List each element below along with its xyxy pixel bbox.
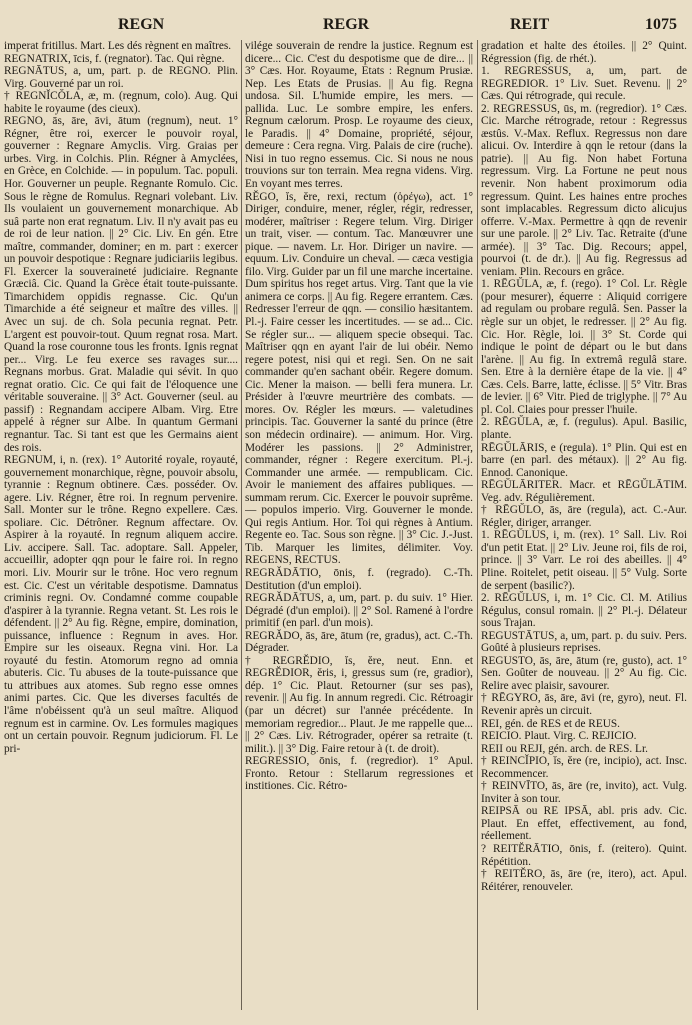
dictionary-entry: RĔGO, ĭs, ĕre, rexi, rectum (ὀρέγω), act. 1° Diriger, conduire, mener, régler, régir, redresser, modérer, maîtriser : Regere telum. Virg. Diriger un trait, viser. — contum. Tac. Manœuvrer une pique. — navem. Lr. Hor. Diriger un navire. — equum. Liv. Conduire un cheval. — cæca vestigia filo. Virg. Guider par un fil une marche incertaine. Dum spiritus hos reget artus. Virg. Tant que la vie animera ce corps. || Au fig. Regere errantem. Cæs. Redresser l'erreur de qqn. — consilio hæsitantem. Pl.-j. Faire cesser les incertitudes. — se ad... Cic. Se régler sur... — aliquem specie obsequi. Tac. Maîtriser qqn en ayant l'air de lui obéir. Nemo regere potest, nisi qui et regi. Sen. On ne sait commander qu'en sachant obéir. Regere domum. Cic. Mener la maison. — belli fera munera. Lr. Présider à l'œuvre meurtrière des combats. — mores. Ov. Régler les mœurs. — valetudines principis. Tac. Gouverner la santé du prince (être son médecin ordinaire). — animum. Hor. Virg. Modérer les passions. || 2° Administrer, commander, régner : Regere exercitum. Pl.-j. Commander une armée. — rempublicam. Cic. Avoir le maniement des affaires publiques. — summam rerum. Cic. Exercer le pouvoir suprême. — populos imperio. Virg. Gouverner le monde. Qui regis Antium. Hor. Toi qui règnes à Antium. Regente eo. Tac. Sous son règne. || 3° Cic. J.-Just. Tib. Marquer les limites, délimiter. Voy. REGENS, RECTUS. <box>245 190 473 567</box>
dictionary-entry: REGRESSIO, ōnis, f. (regredior). 1° Apul. Fronto. Retour : Stellarum regressiones et institiones. Cic. Rétro- <box>245 755 473 793</box>
dictionary-entry: † REITĔRO, ās, āre (re, itero), act. Apul. Réitérer, renouveler. <box>481 868 687 893</box>
dictionary-entry: REIPSĀ ou RE IPSĀ, abl. pris adv. Cic. Plaut. En effet, effectivement, au fond, réellement. <box>481 805 687 843</box>
header-center-guideword: REGR <box>323 16 370 33</box>
header-right-guideword: REIT <box>510 16 550 33</box>
page-number: 1075 <box>645 16 677 33</box>
dictionary-entry: † RĒGYRO, ās, āre, āvi (re, gyro), neut. Fl. Revenir après un circuit. <box>481 692 687 717</box>
dictionary-entry: 1. REGRESSUS, a, um, part. de REGREDIOR. 1° Liv. Suet. Revenu. || 2° Cæs. Qui rétrograde, qui recule. <box>481 65 687 103</box>
dictionary-entry: 2. RĒGŬLUS, i, m. 1° Cic. Cl. M. Atilius Régulus, consul romain. || 2° Pl.-j. Délateur sous Trajan. <box>481 592 687 630</box>
dictionary-entry: vilége souverain de rendre la justice. Regnum est dicere... Cic. C'est du despotisme que de dire... || 3° Cæs. Hor. Royaume, Etats : Regnum Prusiæ. Nep. Les Etats de Prusias. || Au fig. Regna undosa. Sil. L'humide empire, les mers. — pallida. Luc. Le sombre empire, les enfers. Regnum cælorum. Prosp. Le royaume des cieux, le Paradis. || 4° Domaine, propriété, séjour, demeure : Cera regna. Virg. Palais de cire (ruche). Nisi in tuo regno essemus. Cic. Si nous ne nous trouvions sur ton terrain. Mea regna videns. Virg. En voyant mes terres. <box>245 40 473 191</box>
dictionary-entry: REICIO. Plaut. Virg. C. REJICIO. <box>481 730 637 743</box>
column-rule <box>477 40 478 1010</box>
dictionary-entry: 1. RĒGŬLUS, i, m. (rex). 1° Sall. Liv. Roi d'un petit Etat. || 2° Liv. Jeune roi, fils de roi, prince. || 3° Varr. Le roi des abeilles. || 4° Pline. Roitelet, petit oiseau. || 5° Vulg. Sorte de serpent (basilic?). <box>481 529 687 592</box>
dictionary-entry: RĒGŬLĀRITER. Macr. et RĒGŬLĀTIM. Veg. adv. Régulièrement. <box>481 479 687 504</box>
dictionary-entry: RĒGŬLĀRIS, e (regula). 1° Plin. Qui est en barre (en parl. des métaux). || 2° Au fig. Ennod. Canonique. <box>481 441 687 479</box>
dictionary-entry: REGUSTO, ās, āre, ātum (re, gusto), act. 1° Sen. Goûter de nouveau. || 2° Au fig. Cic. Relire avec plaisir, savourer. <box>481 654 687 692</box>
column-center <box>245 40 473 1020</box>
dictionary-entry: REII ou REJI, gén. arch. de RES. Lr. <box>481 742 648 755</box>
dictionary-entry: † REGNĬCŎLA, æ, m. (regnum, colo). Aug. Qui habite le royaume (des cieux). <box>4 90 238 115</box>
dictionary-entry: ? REITĔRĀTIO, ōnis, f. (reitero). Quint. Répétition. <box>481 843 687 868</box>
dictionary-entry: † REGRĔDIO, ĭs, ĕre, neut. Enn. et REGRĔDIOR, ĕris, i, gressus sum (re, gradior), dép. 1° Cic. Plaut. Retourner (sur ses pas), revenir. || Au fig. In annum regredi. Cic. Rétroagir (par un décret) sur l'année précédente. In memoriam regredior... Plaut. Je me rappelle que... || 2° Cæs. Liv. Rétrograder, opérer sa retraite (t. milit.). || 3° Dig. Faire retour à (t. de droit). <box>245 654 473 755</box>
dictionary-entry: † REINCĬPIO, ĭs, ĕre (re, incipio), act. Insc. Recommencer. <box>481 755 687 780</box>
header-left-guideword: REGN <box>118 16 165 33</box>
column-rule <box>241 40 242 1010</box>
dictionary-entry: REGRĂDĀTUS, a, um, part. p. du suiv. 1° Hier. Dégradé (d'un emploi). || 2° Sol. Ramené à l'ordre primitif (en parl. d'un mois). <box>245 592 473 630</box>
dictionary-entry: REGNUM, i, n. (rex). 1° Autorité royale, royauté, gouvernement monarchique, règne, pouvoir absolu, tyrannie : Regnum obtinere. Cæs. posséder. Ov. agere. Liv. Régner, être roi. In regnum pervenire. Sall. Monter sur le trône. Regno expellere. Cæs. spoliare. Cic. Détrôner. Regnum affectare. Ov. Aspirer à la royauté. In regnum aliquem accire. Liv. accipere. Sall. Tac. adoptare. Sall. Appeler, accueillir, adopter qqn pour le faire roi. In regno mori. Liv. Mourir sur le trône. Hoc vero regnum est. Cic. C'est un véritable despotisme. Damnatus criminis regni. Ov. Condamné comme coupable d'aspirer à la tyrannie. Regna vetant. St. Les rois le défendent. || 2° Au fig. Règne, empire, domination, puissance, influence : Regnum in aves. Hor. Empire sur les oiseaux. Regna vini. Hor. La royauté du festin. Atomorum regno ad omnia abuteris. Cic. Tu abuses de la toute-puissance que tu attribues aux atomes. Sub regno esse omnes animi partes. Cic. Que les diverses facultés de l'âme n'obéissent qu'à un seul maître. Aliquod regnum est in carmine. Ov. Les formules magiques ont un certain pouvoir. Regnum judiciorum. Fl. Le pri- <box>4 454 238 755</box>
dictionary-entry: † RĒGŬLO, ās, āre (regula), act. C.-Aur. Régler, diriger, arranger. <box>481 504 687 529</box>
dictionary-entry: 2. RĒGŬLA, æ, f. (regulus). Apul. Basilic, plante. <box>481 416 687 441</box>
dictionary-entry: gradation et halte des étoiles. || 2° Quint. Régression (fig. de rhét.). <box>481 40 687 65</box>
dictionary-entry: REGRĂDĀTIO, ōnis, f. (regrado). C.-Th. Destitution (d'un emploi). <box>245 566 473 592</box>
dictionary-entry: REGNĀTUS, a, um, part. p. de REGNO. Plin. Virg. Gouverné par un roi. <box>4 65 238 90</box>
dictionary-entry: REGNO, ās, āre, āvi, ātum (regnum), neut. 1° Régner, être roi, exercer le pouvoir royal, gouverner : Regnare Amyclis. Virg. Graias per urbes. Virg. in Colchis. Plin. Régner à Amyclées, en Grèce, en Colchide. — in populum. Tac. populi. Hor. Gouverner un peuple. Regnante Romulo. Cic. Sous le règne de Romulus. Regnari volebant. Liv. Ils voulaient un gouvernement monarchique. Ab suâ parte non erat regnatum. Liv. Il n'y avait pas eu de roi de leur nation. || 2° Cic. Liv. En gén. Etre maître, commander, dominer; en m. part : exercer un pouvoir despotique : Regnare judiciariis legibus. Fl. Exercer la souveraineté judiciaire. Regnante Græciâ. Cic. Quand la Grèce était toute-puissante. Timarchidem oppidis regnasse. Cic. Qu'un Timarchide a été seigneur et maître des villes. || Avec un suj. de ch. Sola pecunia regnat. Petr. L'argent est pouvoir-tout. Quum regnat rosa. Mart. Quand la rose couronne tous les fronts. Ignis regnat per... Virg. Le feu exerce ses ravages sur.... Regnans morbus. Grat. Maladie qui sévit. In quo regnat oratio. Cic. Ce qui fait de l'éloquence une véritable souveraine. || 3° Act. Gouverner (seul. au passif) : Regnandam accipere Albam. Virg. Etre appelé à régner sur Albe. In quantum Germani regnantur. Tac. Si tant est que les Germains aient des rois. <box>4 115 238 454</box>
dictionary-entry: REGRĂDO, ās, āre, ātum (re, gradus), act. C.-Th. Dégrader. <box>245 629 473 655</box>
dictionary-entry: REI, gén. de RES et de REUS. <box>481 717 620 730</box>
dictionary-entry: imperat fritillus. Mart. Les dés règnent en maîtres. <box>4 40 232 52</box>
dictionary-entry: REGNATRIX, īcis, f. (regnator). Tac. Qui règne. <box>4 52 225 65</box>
column-right <box>481 40 687 1020</box>
dictionary-entry: † REINVĪTO, ās, āre (re, invito), act. Vulg. Inviter à son tour. <box>481 780 687 805</box>
column-left <box>4 40 238 1020</box>
dictionary-entry: 2. REGRESSUS, ūs, m. (regredior). 1° Cæs. Cic. Marche rétrograde, retour : Regressus æstûs. V.-Max. Reflux. Regressus non dare alicui. Ov. Interdire à qqn le retour (dans la patrie). || Au fig. Non habet Fortuna regressum. Virg. La Fortune ne peut nous revenir. Non habent proximorum odia regressum. Quint. Les haines entre proches sont implacables. Regressum dicto alicujus offerre. V.-Max. Permettre à qqn de revenir sur une parole. || 2° Liv. Tac. Retraite (d'une armée). || 3° Tac. Dig. Recours; appel, pourvoi (t. de dr.). || Au fig. Regressus ad veniam. Plin. Recours en grâce. <box>481 102 687 278</box>
running-header <box>0 16 692 38</box>
dictionary-entry: REGUSTĀTUS, a, um, part. p. du suiv. Pers. Goûté à plusieurs reprises. <box>481 629 687 655</box>
dictionary-entry: 1. RĒGŬLA, æ, f. (rego). 1° Col. Lr. Règle (pour mesurer), équerre : Aliquid corrigere ad regulam ou probare regulâ. Sen. Passer la règle sur un objet, le redresser. || 2° Au fig. Cic. Hor. Règle, loi. || 3° St. Corde qui indique le point de départ ou le but dans l'arène. || Au fig. In extremâ regulâ stare. Sen. Etre à la dernière étape de la vie. || 4° Cæs. Cels. Barre, latte, éclisse. || 5° Vitr. Bras de levier. || 6° Vitr. Pied de triglyphe. || 7° Au pl. Col. Claies pour presser l'huile. <box>481 278 687 416</box>
